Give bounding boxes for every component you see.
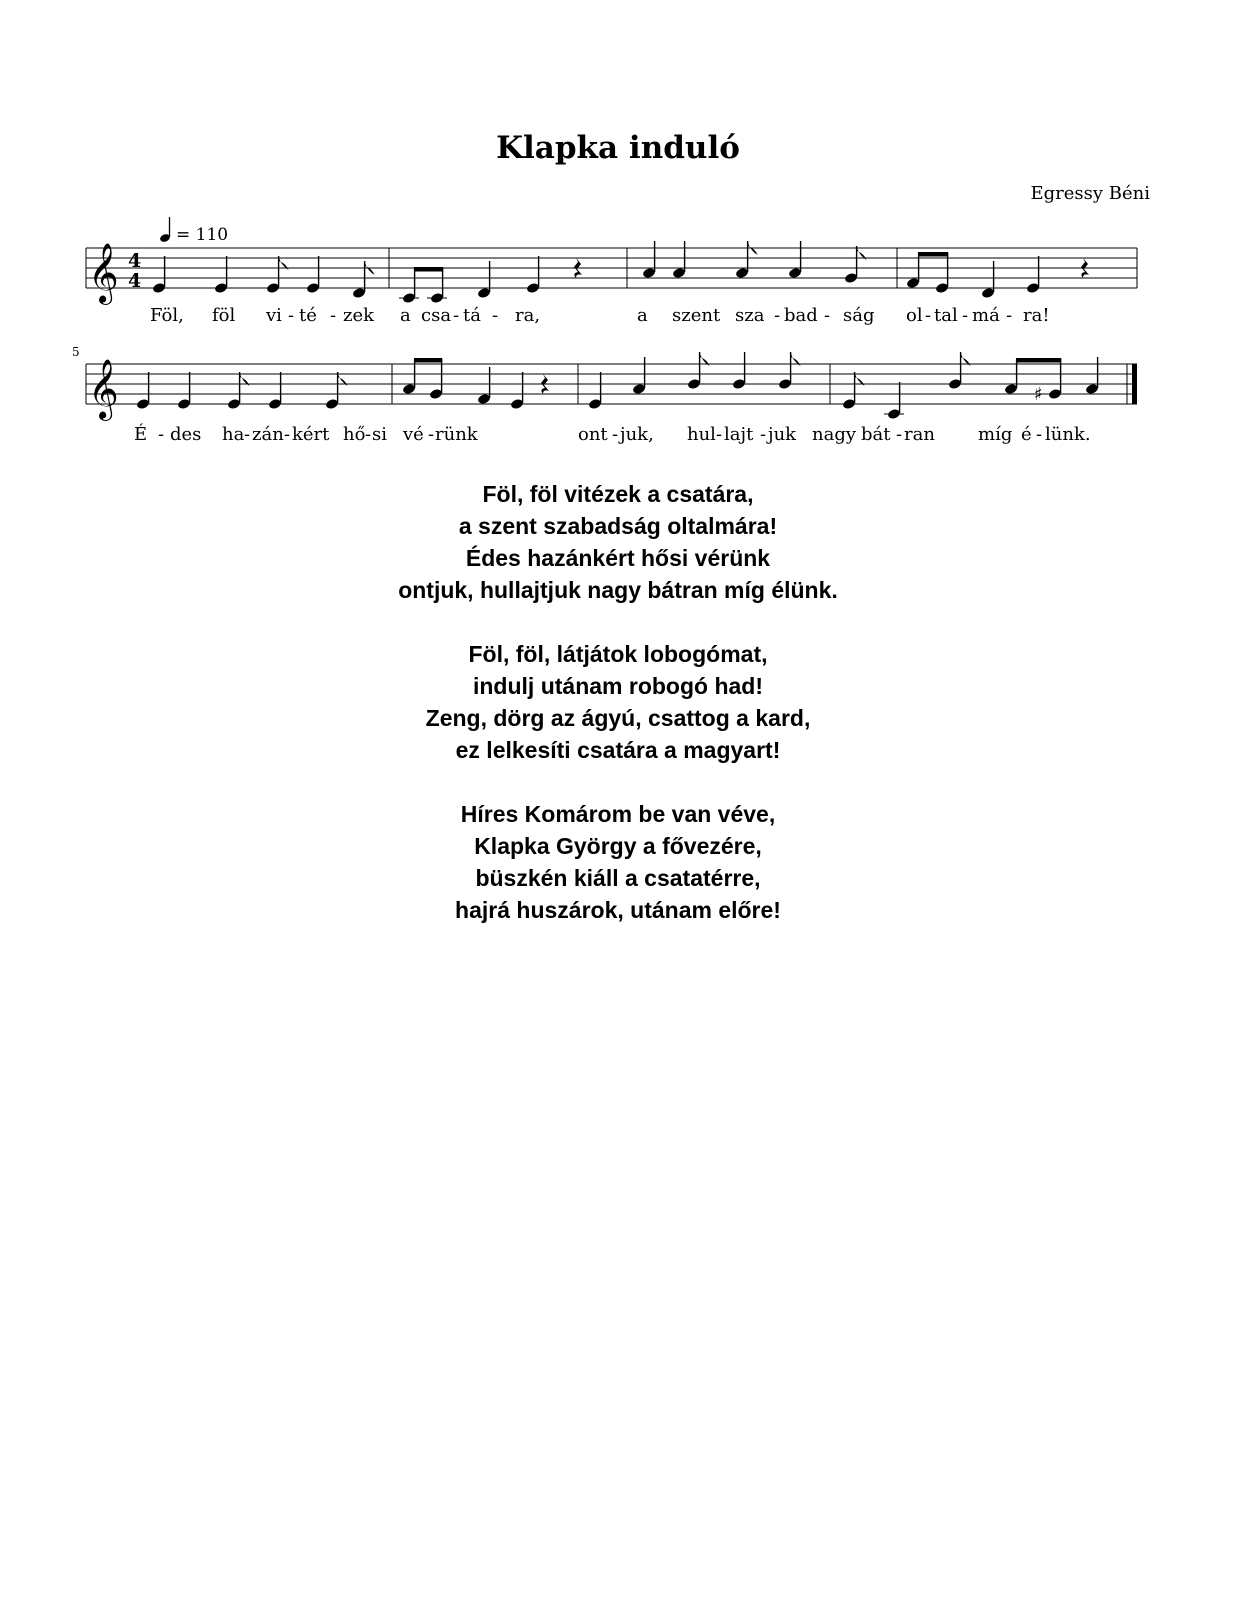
beamed-notes — [1004, 358, 1062, 405]
composer-name: Egressy Béni — [1030, 183, 1150, 204]
lyric-syllable: a — [400, 305, 411, 326]
music-score — [0, 0, 1236, 470]
lyric-hyphen: - — [1036, 424, 1043, 445]
beamed-notes — [399, 267, 447, 304]
lyric-syllable: míg — [978, 424, 1013, 445]
lyric-hyphen: - — [365, 424, 372, 445]
lyric-hyphen: - — [824, 305, 831, 326]
tempo-marking — [159, 217, 228, 245]
lyric-syllable: lajt — [724, 424, 754, 445]
lyric-hyphen: - — [288, 305, 295, 326]
lyric-hyphen: - — [896, 424, 903, 445]
lyric-syllable: szent — [672, 305, 721, 326]
lyric-hyphen: - — [716, 424, 723, 445]
lyric-hyphen: - — [453, 305, 460, 326]
lyric-syllable: má — [972, 305, 1000, 326]
lyric-syllable: bát — [861, 424, 891, 445]
verse-line: hajrá huszárok, utánam előre! — [455, 897, 781, 923]
lyric-syllable: juk, — [620, 424, 654, 445]
notes-system-2 — [136, 352, 1099, 420]
verse-line: a szent szabadság oltalmára! — [458, 513, 778, 539]
lyric-syllable: É — [134, 424, 148, 445]
note — [642, 241, 656, 279]
verse-line: ontjuk, hullajtjuk nagy bátran míg élünk. — [398, 577, 838, 603]
note — [884, 382, 904, 420]
note — [526, 256, 540, 294]
note — [136, 372, 150, 410]
lyric-syllable: vé — [403, 424, 424, 445]
verse-line: indulj utánam robogó had! — [472, 673, 764, 699]
lyric-hyphen: - — [774, 305, 781, 326]
lyric-syllable: é — [1021, 424, 1032, 445]
lyric-hyphen: - — [492, 305, 499, 326]
lyric-syllable: hul — [687, 424, 716, 445]
note — [152, 256, 166, 294]
note — [735, 241, 758, 279]
lyric-hyphen: - — [428, 424, 435, 445]
sharp-icon: ♯ — [1034, 384, 1043, 405]
lyric-syllable: zán — [252, 424, 284, 445]
lyric-hyphen: - — [158, 424, 165, 445]
lyric-syllable: ont — [578, 424, 608, 445]
note — [588, 372, 602, 410]
verse-line: Híres Komárom be van véve, — [460, 801, 776, 827]
lyric-syllable: bad — [784, 305, 818, 326]
note — [672, 241, 686, 279]
note — [268, 372, 282, 410]
verse-2 — [0, 638, 1236, 766]
verse-line: Édes hazánkért hősi vérünk — [465, 545, 771, 571]
lyric-syllable: vi — [266, 305, 282, 326]
lyric-syllable: tal — [934, 305, 958, 326]
song-title: Klapka induló — [496, 130, 740, 166]
lyric-hyphen: - — [925, 305, 932, 326]
tempo-text: = 110 — [176, 225, 229, 245]
lyric-syllable: ol — [906, 305, 923, 326]
note — [732, 352, 746, 390]
lyric-syllable: ra! — [1023, 305, 1050, 326]
lyric-hyphen: - — [612, 424, 619, 445]
lyric-syllable: té — [299, 305, 317, 326]
verse-1 — [0, 478, 1236, 606]
treble-clef-icon: 𝄞 — [88, 359, 119, 419]
lyric-hyphen: - — [244, 424, 251, 445]
lyric-hyphen: - — [962, 305, 969, 326]
lyric-syllable: kért — [292, 424, 330, 445]
verse-line: Föl, föl, látjátok lobogómat, — [468, 641, 768, 667]
lyric-syllable: föl — [212, 305, 236, 326]
note — [306, 256, 320, 294]
lyrics-text — [0, 478, 1236, 958]
verse-line: Zeng, dörg az ágyú, csattog a kard, — [425, 705, 811, 731]
measure-number: 5 — [72, 345, 80, 359]
staff-system-2 — [72, 345, 1137, 421]
note — [477, 367, 491, 405]
lyric-syllable: ha — [222, 424, 245, 445]
lyric-syllable: des — [170, 424, 202, 445]
lyric-syllable: zek — [343, 305, 375, 326]
lyric-syllable: Föl, — [150, 305, 184, 326]
verse-line: Klapka György a fővezére, — [474, 833, 762, 859]
lyric-syllable: rünk — [435, 424, 478, 445]
lyric-syllable: sza — [735, 305, 765, 326]
note — [1026, 256, 1040, 294]
time-signature-bottom: 4 — [128, 270, 142, 292]
note — [632, 357, 646, 395]
lyric-syllable: tá — [463, 305, 481, 326]
lyrics-line-2 — [134, 422, 1091, 445]
note — [214, 256, 228, 294]
lyric-syllable: nagy — [812, 424, 857, 445]
note — [1085, 357, 1099, 395]
note — [477, 261, 491, 299]
verse-line: Föl, föl vitézek a csatára, — [482, 481, 754, 507]
note — [788, 241, 802, 279]
lyric-hyphen: - — [760, 424, 767, 445]
verse-line: ez lelkesíti csatára a magyart! — [455, 737, 781, 763]
lyric-syllable: ran — [904, 424, 935, 445]
verse-line: büszkén kiáll a csatatérre, — [475, 865, 761, 891]
note — [177, 372, 191, 410]
lyric-hyphen: - — [330, 305, 337, 326]
note — [510, 372, 524, 410]
lyric-hyphen: - — [1006, 305, 1013, 326]
notes-system-1 — [152, 241, 1089, 304]
time-signature-top: 4 — [128, 250, 142, 272]
lyric-syllable: ság — [843, 305, 875, 326]
lyric-syllable: lünk. — [1045, 424, 1091, 445]
lyric-syllable: a — [637, 305, 648, 326]
lyric-syllable: csa — [421, 305, 452, 326]
verse-3 — [0, 798, 1236, 926]
lyric-syllable: hő — [343, 424, 366, 445]
note — [352, 261, 375, 299]
lyric-hyphen: - — [284, 424, 291, 445]
treble-clef-icon: 𝄞 — [88, 243, 119, 303]
lyric-syllable: si — [372, 424, 387, 445]
lyrics-line-1 — [150, 305, 1050, 326]
lyric-syllable: juk — [768, 424, 797, 445]
lyric-syllable: ra, — [515, 305, 541, 326]
note — [981, 261, 995, 299]
staff-system-1 — [86, 217, 1137, 305]
